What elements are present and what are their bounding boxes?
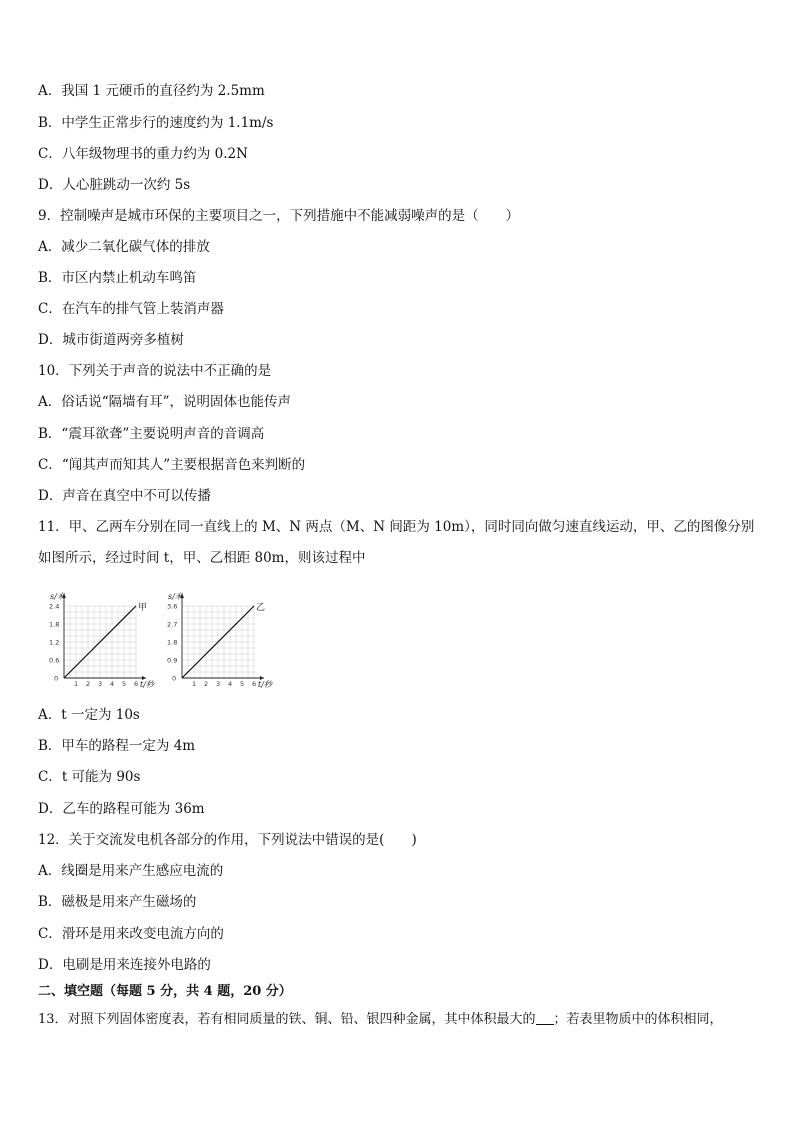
- jia-xlabel: t/秒: [140, 680, 154, 689]
- yi-ytick-label: 0: [172, 674, 177, 683]
- jia-xtick-label: 6: [134, 680, 139, 688]
- q11-option-c: C．t 可能为 90s: [38, 769, 141, 785]
- q10-option-c: C．“闻其声而知其人”主要根据音色来判断的: [38, 457, 306, 473]
- jia-ytick-label: 0: [54, 674, 59, 683]
- graph-yi-svg: [160, 585, 280, 693]
- yi-xtick-label: 1: [192, 680, 197, 688]
- jia-xtick-label: 5: [122, 680, 127, 688]
- q12-option-b: B．磁极是用来产生磁场的: [38, 894, 197, 910]
- q8-option-d: D．人心脏跳动一次约 5s: [38, 177, 191, 193]
- yi-ytick-label: 3.6: [167, 602, 178, 611]
- yi-ylabel: s/米: [168, 592, 183, 601]
- q9-stem: 9．控制噪声是城市环保的主要项目之一，下列措施中不能减弱噪声的是（ ）: [38, 208, 520, 224]
- jia-ytick-label: 0.6: [49, 656, 60, 665]
- graph-jia-svg: [42, 585, 162, 693]
- q10-option-a: A．俗话说“隔墙有耳”，说明固体也能传声: [38, 394, 292, 410]
- answer-blank: [536, 1012, 554, 1025]
- q11-option-a: A．t 一定为 10s: [38, 707, 140, 723]
- jia-xtick-label: 2: [86, 680, 91, 688]
- q11-stem-line2: 如图所示，经过时间 t，甲、乙相距 80m，则该过程中: [38, 550, 366, 566]
- jia-ytick-label: 1.2: [49, 638, 60, 647]
- q13-stem-part2: ；若表里物质中的体积相同，: [553, 1012, 723, 1027]
- q9-option-d: D．城市街道两旁多植树: [38, 332, 184, 348]
- q11-option-b: B．甲车的路程一定为 4m: [38, 738, 196, 754]
- yi-xtick-label: 6: [252, 680, 257, 688]
- graph-yi: [160, 585, 280, 693]
- yi-ytick-label: 2.7: [167, 620, 178, 629]
- yi-xtick-label: 3: [216, 680, 221, 688]
- yi-xtick-label: 4: [228, 680, 233, 688]
- jia-ylabel: s/米: [50, 592, 65, 601]
- yi-series-name: 乙: [256, 603, 266, 613]
- q12-stem: 12．关于交流发电机各部分的作用，下列说法中错误的是( ): [38, 832, 417, 848]
- jia-series-name: 甲: [138, 603, 148, 613]
- yi-xlabel: t/秒: [258, 680, 272, 689]
- q12-option-d: D．电刷是用来连接外电路的: [38, 957, 211, 973]
- q9-option-a: A．减少二氧化碳气体的排放: [38, 239, 210, 255]
- q8-option-b: B．中学生正常步行的速度约为 1.1m/s: [38, 115, 274, 131]
- yi-ytick-label: 0.9: [167, 656, 178, 665]
- q13-stem: [38, 1011, 723, 1029]
- q10-option-b: B．“震耳欲聋”主要说明声音的音调高: [38, 426, 265, 442]
- jia-xtick-label: 1: [74, 680, 79, 688]
- yi-xtick-label: 2: [204, 680, 209, 688]
- jia-ytick-label: 1.8: [49, 620, 60, 629]
- q13-stem-part1: 13．对照下列固体密度表，若有相同质量的铁、铜、铅、银四种金属，其中体积最大的: [38, 1012, 536, 1027]
- yi-xtick-label: 5: [240, 680, 245, 688]
- q8-option-a: A．我国 1 元硬币的直径约为 2.5mm: [38, 83, 265, 99]
- yi-ytick-label: 1.8: [167, 638, 178, 647]
- jia-ytick-label: 2.4: [49, 602, 60, 611]
- q12-option-a: A．线圈是用来产生感应电流的: [38, 863, 224, 879]
- graph-jia: [42, 585, 162, 693]
- q10-option-d: D．声音在真空中不可以传播: [38, 488, 211, 504]
- q9-option-c: C．在汽车的排气管上装消声器: [38, 301, 224, 317]
- jia-xtick-label: 4: [110, 680, 115, 688]
- section-title-fill-blank: 二、填空题（每题 5 分，共 4 题，20 分）: [38, 984, 292, 999]
- q11-stem-line1: 11．甲、乙两车分别在同一直线上的 M、N 两点（M、N 间距为 10m），同时同向做匀速直线运动，甲、乙的图像分别: [38, 519, 755, 535]
- q8-option-c: C．八年级物理书的重力约为 0.2N: [38, 146, 248, 162]
- q12-option-c: C．滑环是用来改变电流方向的: [38, 926, 224, 942]
- q9-option-b: B．市区内禁止机动车鸣笛: [38, 270, 197, 286]
- q11-option-d: D．乙车的路程可能为 36m: [38, 801, 205, 817]
- q10-stem: 10．下列关于声音的说法中不正确的是: [38, 363, 272, 379]
- jia-xtick-label: 3: [98, 680, 103, 688]
